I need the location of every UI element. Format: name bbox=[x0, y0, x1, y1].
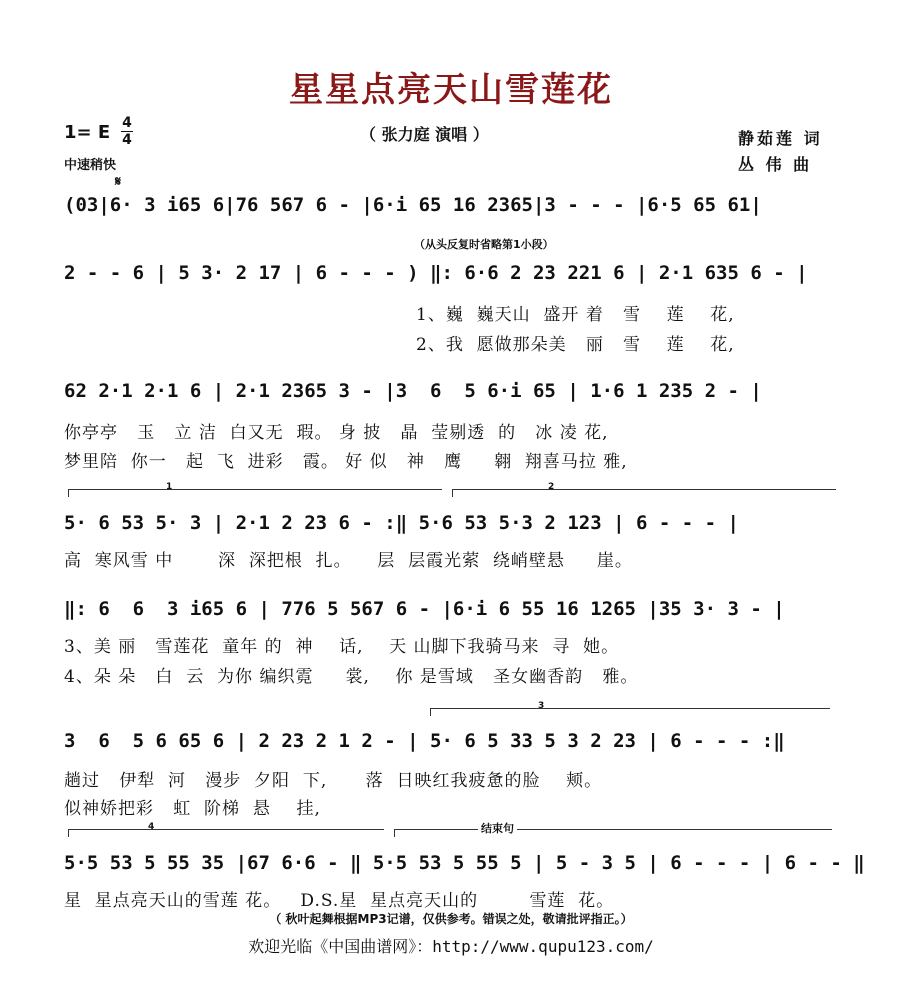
lyrics-row-3-verse-2: 梦里陪 你一 起 飞 进彩 霞。 好 似 神 鹰 翱 翔喜马拉 雅, bbox=[64, 452, 628, 472]
notation-row-2: 2 - - 6 | 5 3· 2 17 | 6 - - - ) ‖: 6·6 2 23 221 6 | 2·1 635 6 - | bbox=[64, 262, 808, 284]
website-line bbox=[0, 934, 902, 957]
key-signature: 1= E bbox=[64, 122, 111, 143]
lyrics-row-3-verse-1: 你亭亭 玉 立 洁 白又无 瑕。 身 披 晶 莹剔透 的 冰 凌 花, bbox=[64, 423, 609, 443]
ending-2-tick bbox=[452, 489, 453, 497]
closing-bracket bbox=[394, 829, 832, 830]
time-signature bbox=[121, 116, 133, 147]
lyrics-row-2-verse-2: 2、我 愿做那朵美 丽 雪 莲 花, bbox=[416, 335, 735, 355]
notation-row-6: 3 6 5 6 65 6 | 2 23 2 1 2 - | 5· 6 5 33 5 3 2 23 | 6 - - - :‖ bbox=[64, 730, 785, 752]
lyrics-row-4: 高 寒风雪 中 深 深把根 扎。 层 层霞光萦 绕峭壁悬 崖。 bbox=[64, 551, 633, 571]
notation-row-1: (03|6· 3 i65 6|76 567 6 - |6·i 65 16 2365|3 - - - |6·5 65 61| bbox=[64, 194, 762, 216]
ending-1-tick bbox=[68, 489, 69, 497]
composer-credit: 丛 伟 曲 bbox=[738, 155, 813, 174]
tempo-marking: 中速稍快 bbox=[64, 158, 117, 173]
ending-3-number: 3 bbox=[538, 701, 545, 711]
repeat-annotation: （从头反复时省略第1小段） bbox=[414, 238, 554, 251]
notation-row-3: 62 2·1 2·1 6 | 2·1 2365 3 - |3 6 5 6·i 65 | 1·6 1 235 2 - | bbox=[64, 380, 762, 402]
time-bottom: 4 bbox=[122, 132, 132, 148]
ending-4-tick bbox=[68, 829, 69, 837]
ending-3-tick bbox=[430, 708, 431, 716]
closing-label: 结束句 bbox=[478, 820, 517, 836]
lyrics-row-5-verse-1: 3、美 丽 雪莲花 童年 的 神 话, 天 山脚下我骑马来 寻 她。 bbox=[64, 637, 620, 657]
ending-2-number: 2 bbox=[548, 482, 555, 492]
lyrics-row-6-verse-1: 趟过 伊犁 河 漫步 夕阳 下, 落 日映红我疲惫的脸 颊。 bbox=[64, 771, 603, 791]
ending-1-number: 1 bbox=[166, 482, 173, 492]
lyrics-row-7: 星 星点亮天山的雪莲 花。 D.S.星 星点亮天山的 雪莲 花。 bbox=[64, 891, 615, 911]
time-top: 4 bbox=[122, 115, 132, 131]
segno-icon: 𝄋 bbox=[115, 174, 122, 190]
website-link[interactable]: http://www.qupu123.com/ bbox=[432, 937, 654, 956]
lyrics-row-2-verse-1: 1、巍 巍天山 盛开 着 雪 莲 花, bbox=[416, 305, 735, 325]
notation-row-5: ‖: 6 6 3 i65 6 | 776 5 567 6 - |6·i 6 55 16 1265 |35 3· 3 - | bbox=[64, 598, 785, 620]
singer-credit: （ 张力庭 演唱 ） bbox=[360, 125, 489, 144]
lyrics-row-6-verse-2: 似神娇把彩 虹 阶梯 悬 挂, bbox=[64, 799, 321, 819]
notation-row-4: 5· 6 53 5· 3 | 2·1 2 23 6 - :‖ 5·6 53 5·3 2 123 | 6 - - - | bbox=[64, 512, 739, 534]
lyrics-row-5-verse-2: 4、朵 朵 白 云 为你 编织霓 裳, 你 是雪域 圣女幽香韵 雅。 bbox=[64, 667, 639, 687]
closing-tick bbox=[394, 829, 395, 837]
song-title: 星星点亮天山雪莲花 bbox=[289, 70, 613, 110]
welcome-text: 欢迎光临《中国曲谱网》： bbox=[248, 937, 433, 956]
ending-2-bracket bbox=[452, 489, 836, 490]
ending-4-bracket bbox=[68, 829, 384, 830]
lyricist-credit: 静茹莲 词 bbox=[738, 129, 823, 148]
notation-row-7: 5·5 53 5 55 35 |67 6·6 - ‖ 5·5 53 5 55 5 | 5 - 3 5 | 6 - - - | 6 - - ‖ bbox=[64, 852, 865, 874]
ending-4-number: 4 bbox=[148, 822, 155, 832]
ending-3-bracket bbox=[430, 708, 830, 709]
transcription-note: （ 秋叶起舞根据MP3记谱，仅供参考。错误之处，敬请批评指正。） bbox=[269, 912, 633, 926]
ending-1-bracket bbox=[68, 489, 442, 490]
